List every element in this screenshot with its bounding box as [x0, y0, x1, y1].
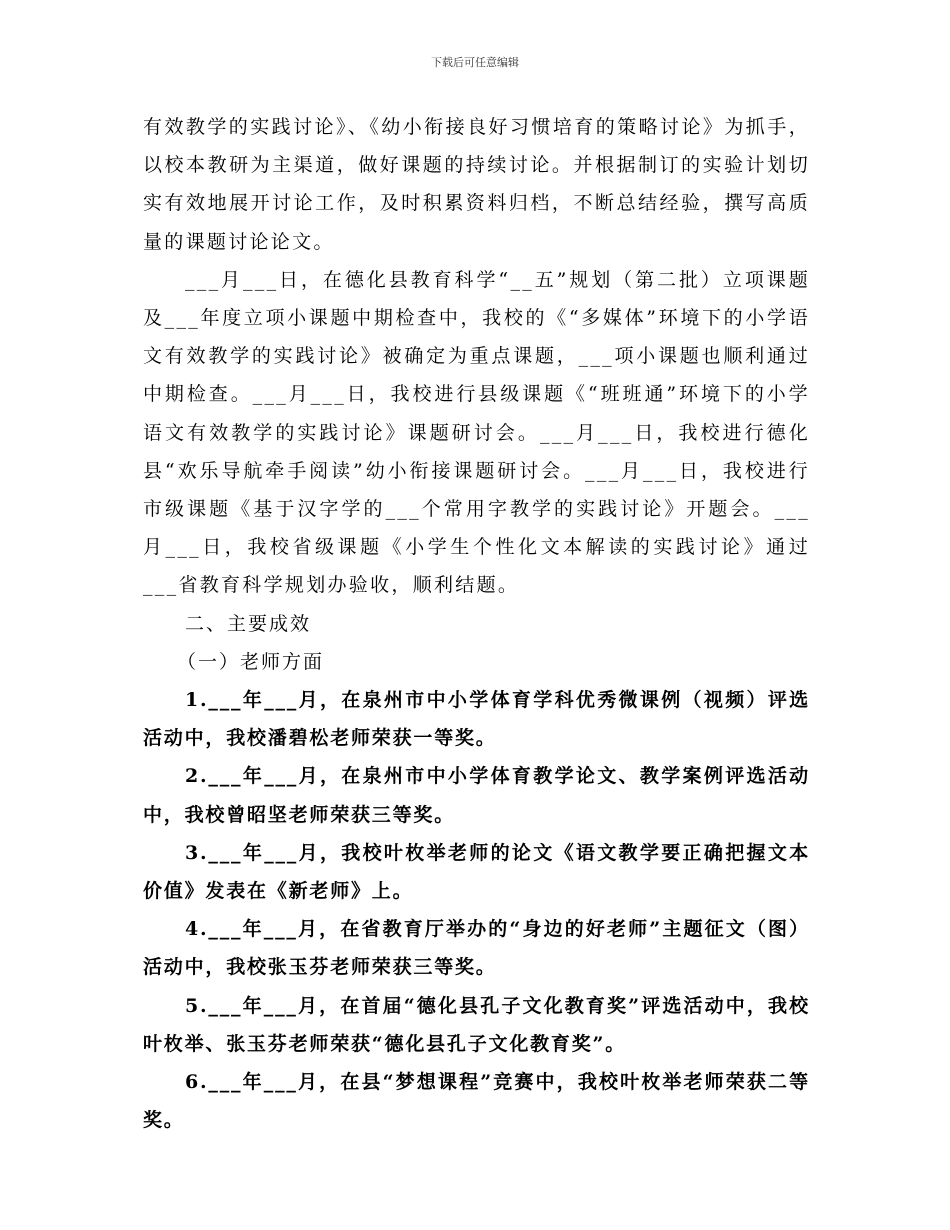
list-item: 4.___年___月，在省教育厅举办的“身边的好老师”主题征文（图）活动中，我校张玉芬老师荣获三等奖。 [143, 918, 810, 979]
list-item: 2.___年___月，在泉州市中小学体育教学论文、教学案例评选活动中，我校曾昭坚老师荣获三等奖。 [143, 765, 810, 826]
document-body [143, 108, 810, 1139]
list-item: 6.___年___月，在县“梦想课程”竞赛中，我校叶枚举老师荣获二等奖。 [143, 1071, 810, 1132]
list-item: 5.___年___月，在首届“德化县孔子文化教育奖”评选活动中，我校叶枚举、张玉芬老师荣获“德化县孔子文化教育奖”。 [143, 994, 810, 1055]
paragraph-research-methods: 有效教学的实践讨论》、《幼小衔接良好习惯培育的策略讨论》为抓手，以校本教研为主渠道，做好课题的持续讨论。并根据制订的实验计划切实有效地展开讨论工作，及时积累资料归档，不断总结经验，撰写高质量的课题讨论论文。 [143, 116, 810, 253]
paragraph-research-progress: ___月___日，在德化县教育科学“__五”规划（第二批）立项课题及___年度立项小课题中期检查中，我校的《“多媒体”环境下的小学语文有效教学的实践讨论》被确定为重点课题，___项小课题也顺利通过中期检查。___月___日，我校进行县级课题《“班班通”环境下的小学语文有效教学的实践讨论》课题研讨会。___月___日，我校进行德化县“欢乐导航牵手阅读”幼小衔接课题研讨会。___月___日，我校进行市级课题《基于汉字学的___个常用字教学的实践讨论》开题会。___月___日，我校省级课题《小学生个性化文本解读的实践讨论》通过___省教育科学规划办验收，顺利结题。 [143, 268, 810, 597]
page-header: 下载后可任意编辑 [431, 56, 519, 69]
list-item: 1.___年___月，在泉州市中小学体育学科优秀微课例（视频）评选活动中，我校潘碧松老师荣获一等奖。 [143, 689, 810, 750]
section-heading-main-results: 二、主要成效 [185, 612, 312, 635]
list-item: 3.___年___月，我校叶枚举老师的论文《语文教学要正确把握文本价值》发表在《新老师》上。 [143, 841, 810, 903]
subsection-heading-teachers: （一）老师方面 [177, 650, 325, 673]
